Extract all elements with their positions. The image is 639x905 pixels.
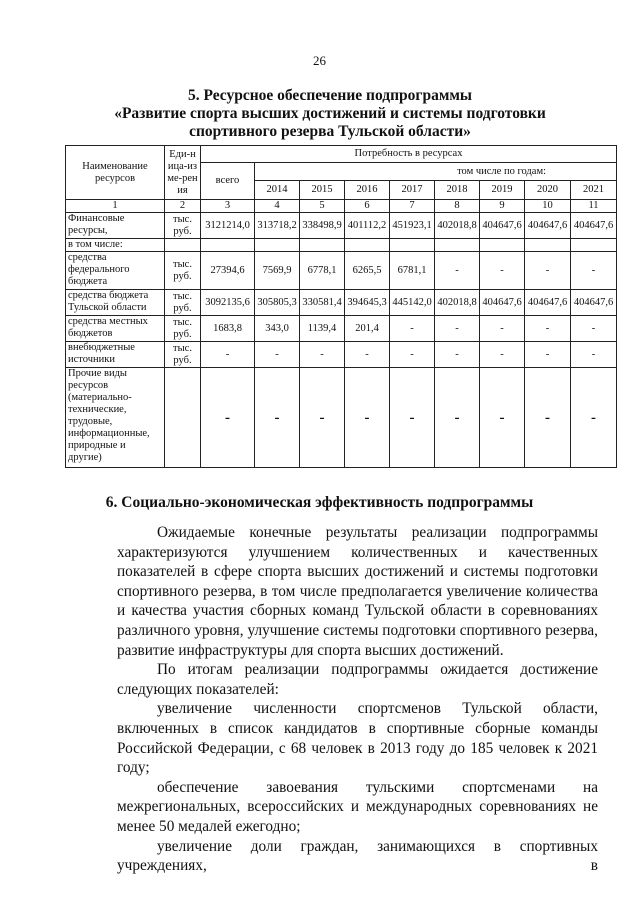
row-total: 27394,6	[201, 252, 255, 290]
row-name: Прочие виды ресурсов (материально-технические, трудовые, информационные, природные и другие)	[66, 368, 165, 468]
row-value: -	[435, 252, 480, 290]
row-value: -	[300, 368, 345, 468]
row-value: 404647,6	[525, 213, 571, 239]
section-5-title-line: «Развитие спорта высших достижений и системы подготовки	[114, 105, 546, 122]
row-value: 402018,8	[435, 213, 480, 239]
table-header-row	[66, 146, 617, 163]
row-value: -	[435, 316, 480, 342]
section-5-title-line: спортивного резерва Тульской области»	[189, 123, 471, 140]
row-name: средства федерального бюджета	[66, 252, 165, 290]
row-value: -	[571, 342, 617, 368]
row-name: внебюджетные источники	[66, 342, 165, 368]
row-value: 201,4	[345, 316, 390, 342]
header-year: 2021	[571, 181, 617, 200]
table-row	[66, 252, 617, 290]
header-year: 2014	[255, 181, 300, 200]
page-number: 26	[313, 53, 326, 68]
row-value: -	[390, 316, 435, 342]
paragraph: По итогам реализации подпрограммы ожидается достижение следующих показателей:	[117, 661, 598, 698]
header-year: 2017	[390, 181, 435, 200]
row-unit: тыс. руб.	[165, 342, 201, 368]
row-value: 6265,5	[345, 252, 390, 290]
row-value: 338498,9	[300, 213, 345, 239]
row-value: 394645,3	[345, 290, 390, 316]
header-need: Потребность в ресурсах	[201, 146, 617, 163]
column-number: 8	[435, 200, 480, 213]
column-number: 9	[480, 200, 525, 213]
row-value: 6778,1	[300, 252, 345, 290]
row-value: -	[525, 342, 571, 368]
row-unit: тыс. руб.	[165, 213, 201, 239]
header-year: 2020	[525, 181, 571, 200]
row-unit: тыс. руб.	[165, 252, 201, 290]
row-value: 404647,6	[480, 213, 525, 239]
header-by-years: том числе по годам:	[255, 163, 617, 181]
row-value: 404647,6	[571, 213, 617, 239]
row-value: -	[390, 368, 435, 468]
row-value: -	[525, 252, 571, 290]
row-value: -	[480, 316, 525, 342]
row-value: -	[435, 368, 480, 468]
row-value: -	[525, 316, 571, 342]
table-row	[66, 239, 617, 252]
row-value: 343,0	[255, 316, 300, 342]
row-value: -	[345, 368, 390, 468]
row-value: 404647,6	[480, 290, 525, 316]
table-row	[66, 213, 617, 239]
row-name: Финансовые ресурсы,	[66, 213, 165, 239]
row-unit	[165, 368, 201, 468]
row-value: -	[255, 368, 300, 468]
row-total: 3121214,0	[201, 213, 255, 239]
column-number: 2	[165, 200, 201, 213]
column-number: 7	[390, 200, 435, 213]
row-value: -	[390, 342, 435, 368]
row-total: 3092135,6	[201, 290, 255, 316]
column-number: 5	[300, 200, 345, 213]
column-number: 10	[525, 200, 571, 213]
header-year: 2016	[345, 181, 390, 200]
section-6-title: 6. Социально-экономическая эффективность подпрограммы	[105, 494, 534, 511]
row-value: -	[480, 368, 525, 468]
row-value: -	[571, 368, 617, 468]
table-row	[66, 342, 617, 368]
row-value: 451923,1	[390, 213, 435, 239]
row-unit: тыс. руб.	[165, 290, 201, 316]
row-total: -	[201, 368, 255, 468]
table-row	[66, 316, 617, 342]
row-value: 1139,4	[300, 316, 345, 342]
row-unit: тыс. руб.	[165, 316, 201, 342]
header-total: всего	[201, 163, 255, 200]
header-year: 2018	[435, 181, 480, 200]
column-numbers-row	[66, 200, 617, 213]
paragraph: обеспечение завоевания тульскими спортсменами на межрегиональных, всероссийских и международных соревнованиях не менее 50 медалей ежегодно;	[117, 778, 598, 835]
resource-table	[65, 145, 617, 468]
row-value: 404647,6	[571, 290, 617, 316]
column-number: 3	[201, 200, 255, 213]
row-value: -	[435, 342, 480, 368]
section-5-title	[100, 87, 560, 141]
row-value: 402018,8	[435, 290, 480, 316]
header-resource-name: Наименование ресурсов	[66, 146, 165, 200]
section-6-body	[117, 523, 598, 876]
row-value: 330581,4	[300, 290, 345, 316]
row-total: 1683,8	[201, 316, 255, 342]
column-number: 6	[345, 200, 390, 213]
row-value: 7569,9	[255, 252, 300, 290]
column-number: 11	[571, 200, 617, 213]
row-value: 445142,0	[390, 290, 435, 316]
row-value: 305805,3	[255, 290, 300, 316]
paragraph: увеличение доли граждан, занимающихся в спортивных учреждениях, в	[117, 837, 598, 875]
header-year: 2019	[480, 181, 525, 200]
table-row	[66, 368, 617, 468]
column-number: 4	[255, 200, 300, 213]
row-value: 401112,2	[345, 213, 390, 239]
header-unit: Еди-ница-изме-рения	[165, 146, 201, 200]
row-value: 404647,6	[525, 290, 571, 316]
paragraph: Ожидаемые конечные результаты реализации подпрограммы характеризуются улучшением количественных и качественных показателей в сфере спорта высших достижений и системы подготовки спортивного резерва, в том числе предполагается увеличение количества и качества участия сборных команд Тульской области в соревнованиях различного уровня, улучшение системы подготовки спортивного резерва, развитие инфраструктуры для спорта высших достижений.	[117, 524, 598, 659]
row-value: 6781,1	[390, 252, 435, 290]
column-number: 1	[66, 200, 165, 213]
row-value: -	[255, 342, 300, 368]
row-name: средства бюджета Тульской области	[66, 290, 165, 316]
row-value: -	[300, 342, 345, 368]
row-value: -	[480, 252, 525, 290]
header-year: 2015	[300, 181, 345, 200]
row-value: -	[571, 252, 617, 290]
row-name: средства местных бюджетов	[66, 316, 165, 342]
row-value: 313718,2	[255, 213, 300, 239]
paragraph: увеличение численности спортсменов Тульской области, включенных в список кандидатов в спортивные сборные команды Российской Федерации, с 68 человек в 2013 году до 185 человек к 2021 году;	[117, 700, 598, 777]
row-value: -	[480, 342, 525, 368]
table-row	[66, 290, 617, 316]
row-value: -	[345, 342, 390, 368]
row-total: -	[201, 342, 255, 368]
row-value: -	[525, 368, 571, 468]
row-name: в том числе:	[66, 239, 165, 252]
section-5-title-line: 5. Ресурсное обеспечение подпрограммы	[187, 87, 473, 104]
row-value: -	[571, 316, 617, 342]
